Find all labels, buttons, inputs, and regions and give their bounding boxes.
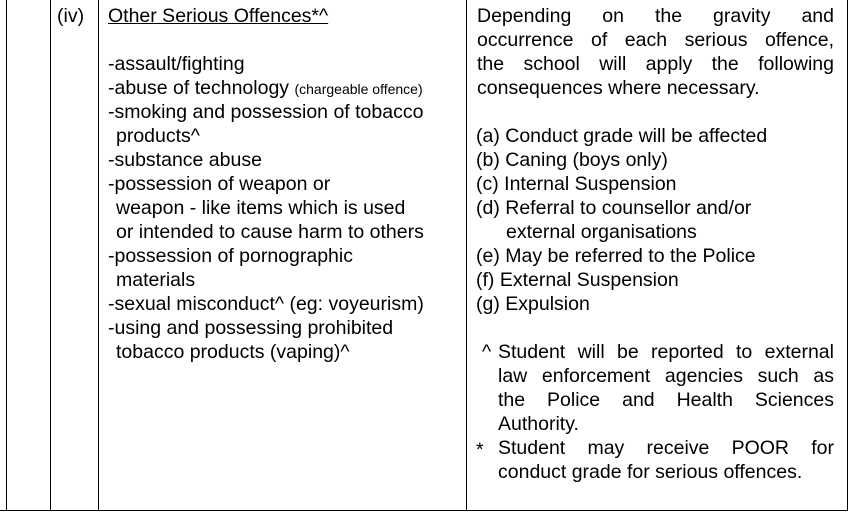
- intro-line-2: occurrence of each serious offence,: [477, 29, 834, 51]
- offence-substance: -substance abuse: [108, 149, 262, 171]
- star-note: [498, 436, 834, 484]
- consequence-c: (c) Internal Suspension: [476, 173, 677, 195]
- offence-pornography-cont: materials: [116, 269, 196, 291]
- row-number: (iv): [57, 5, 85, 27]
- consequence-g: (g) Expulsion: [476, 293, 590, 315]
- offence-technology-note: (chargeable offence): [294, 81, 423, 97]
- caret-note-line-1: Student will be reported to external: [498, 341, 834, 363]
- table-border-left: [6, 0, 7, 511]
- offence-weapon-cont-2: or intended to cause harm to others: [116, 221, 424, 243]
- caret-note: [498, 340, 834, 436]
- offence-smoking-cont: products^: [116, 125, 200, 147]
- consequence-d: (d) Referral to counsellor and/or: [476, 197, 752, 219]
- offence-weapon-cont-1: weapon - like items which is used: [116, 197, 406, 219]
- intro-line-4: consequences where necessary.: [477, 77, 760, 99]
- intro-line-1: Depending on the gravity and: [477, 5, 834, 27]
- consequence-a: (a) Conduct grade will be affected: [476, 125, 768, 147]
- consequences-intro: [477, 4, 834, 100]
- caret-note-line-2: law enforcement agencies such as: [498, 365, 834, 387]
- star-note-line-1: Student may receive POOR for: [498, 437, 834, 459]
- caret-note-line-3: the Police and Health Sciences: [498, 389, 834, 411]
- intro-line-3: the school will apply the following: [477, 53, 834, 75]
- offence-smoking: -smoking and possession of tobacco: [108, 101, 424, 123]
- column-divider-2: [98, 0, 99, 511]
- star-note-mark: *: [476, 439, 484, 461]
- star-note-line-2: conduct grade for serious offences.: [498, 461, 803, 483]
- offence-pornography: -possession of pornographic: [108, 245, 353, 267]
- offence-weapon: -possession of weapon or: [108, 173, 331, 195]
- offence-vaping-cont: tobacco products (vaping)^: [116, 341, 350, 363]
- column-divider-3: [466, 0, 467, 511]
- table-border-right: [847, 0, 848, 511]
- consequence-d-cont: external organisations: [506, 221, 697, 243]
- column-divider-1: [50, 0, 51, 511]
- consequence-f: (f) External Suspension: [476, 269, 679, 291]
- consequence-b: (b) Caning (boys only): [476, 149, 668, 171]
- section-title: Other Serious Offences*^: [108, 5, 329, 27]
- offence-sexual-misconduct: -sexual misconduct^ (eg: voyeurism): [108, 293, 424, 315]
- offence-assault: -assault/fighting: [108, 53, 245, 75]
- caret-note-line-4: Authority.: [498, 413, 579, 435]
- table-border-bottom: [0, 510, 848, 511]
- consequence-e: (e) May be referred to the Police: [476, 245, 756, 267]
- offence-vaping: -using and possessing prohibited: [108, 317, 394, 339]
- offence-technology-label: -abuse of technology: [108, 77, 290, 99]
- caret-note-mark: ^: [482, 341, 492, 363]
- offence-technology: [108, 76, 423, 101]
